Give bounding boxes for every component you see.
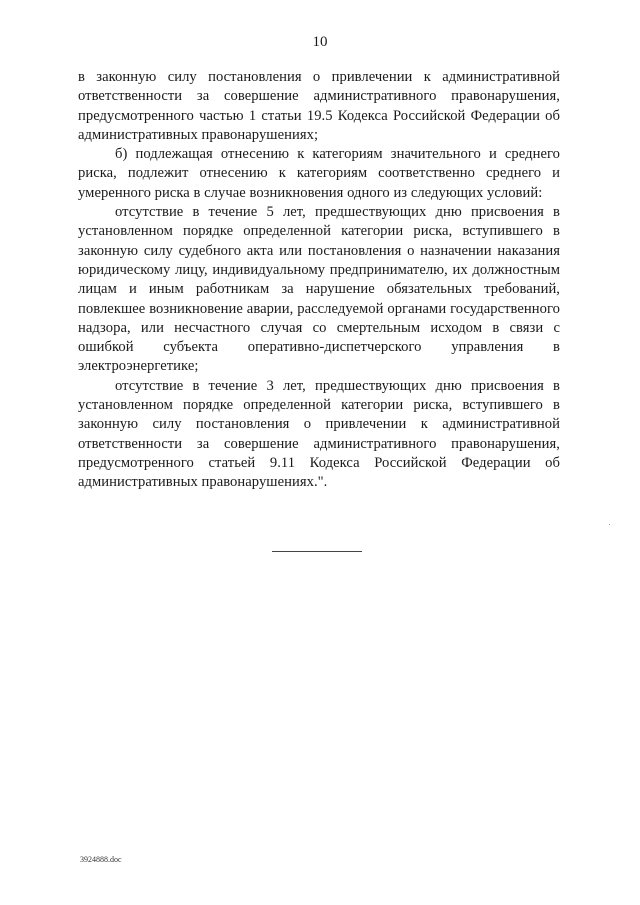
footer-filename: 3924888.doc [80,855,122,864]
paragraph-continuation: в законную силу постановления о привлечении к административной ответственности за совершение административного правонарушения, предусмотренного частью 1 статьи 19.5 Кодекса Российской Федерации об административных правонарушениях; [78,69,560,143]
paragraph-item-b: б) подлежащая отнесению к категориям значительного и среднего риска, подлежит отнесению к категориям соответственно среднего и умеренного риска в случае возникновения одного из следующих условий: [78,146,560,201]
body-text [78,68,560,493]
paragraph-condition-5-years: отсутствие в течение 5 лет, предшествующих дню присвоения в установленном порядке определенной категории риска, вступившего в законную силу судебного акта или постановления о назначении наказания юридическому лицу, индивидуальному предпринимателю, их должностным лицам и иным работникам за нарушение обязательных требований, повлекшее возникновение аварии, расследуемой органами государственного надзора, или несчастного случая со смертельным исходом в связи с ошибкой субъекта оперативно-диспетчерского управления в электроэнергетике; [78,204,560,375]
end-separator-line [272,551,362,552]
scan-speck [609,524,610,525]
paragraph-condition-3-years: отсутствие в течение 3 лет, предшествующих дню присвоения в установленном порядке определенной категории риска, вступившего в законную силу постановления о привлечении к административной ответственности за совершение административного правонарушения, предусмотренного статьей 9.11 Кодекса Российской Федерации об административных правонарушениях.". [78,377,560,491]
page-number: 10 [312,34,328,50]
